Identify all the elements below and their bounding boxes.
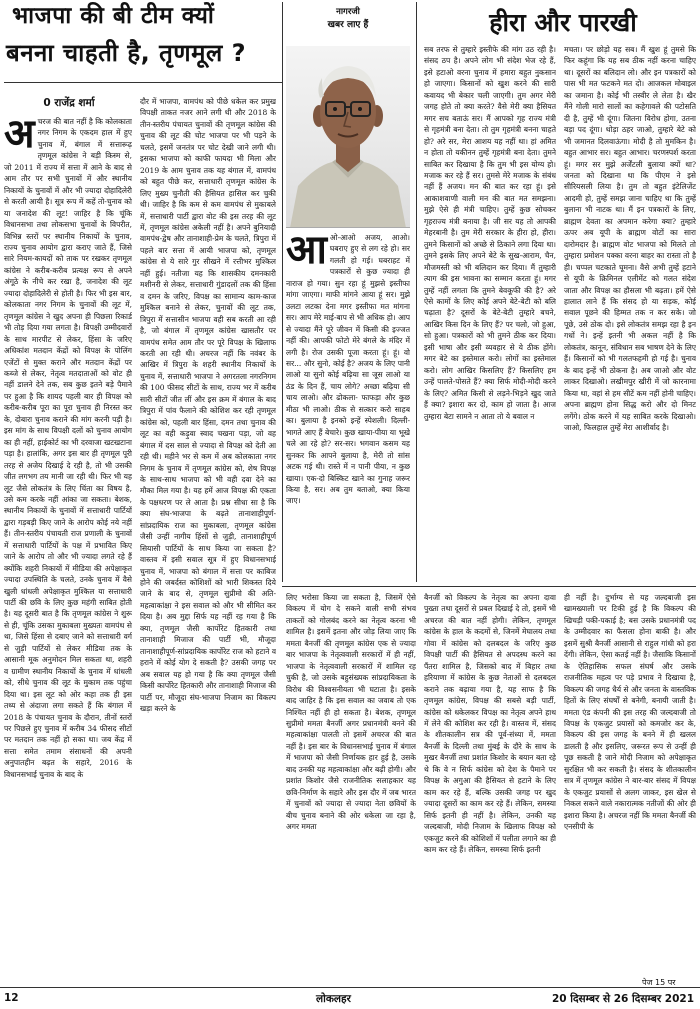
main-headline-line2: बनना चाहती है, तृणमूल ? xyxy=(6,38,247,67)
middle-dropcap: आ xyxy=(286,232,327,273)
author-photo xyxy=(286,46,410,228)
column-rule-2 xyxy=(416,2,417,582)
main-headline xyxy=(6,4,278,67)
issue-date: 20 दिसम्बर से 26 दिसम्बर 2021 xyxy=(551,993,694,1005)
right-article-col2-text: मचता। पर छोड़ो यह सब। मैं खुश हूं तुमसे कि फिर कहूंगा कि यह सब ठीक नहीं करना चाहिए था। दूसरों का बलिदान लो। और इन पत्रकारों को पास भी मत फटकने मत दो। आजकल मोबाइल का जमाना है। कोई भी तस्वीर ले लेता है। खैर मैंने गोली मारो सालों का कहेगावले की पटोसति दी है, तुम्हें भी दूंगा। जितना विरोध होगा, उतना बड़ा पद दूंगा। थोड़ा ठहर जाओ, तुम्हारे बेटे को भी जमानत दिलवाऊंगा। मोदी है तो मुमकिन है। बहुत आभार सर। बहुत आभार। चरणस्पर्श करता हूं। मगर सर मुझे अर्जेंटली बुलाया क्यों था? जनता को दिखाना था कि पीएम ने इसे सीरियसली लिया है। तुम तो बहुत इंटेलिजेंट आदमी हो, तुम्हें समझ जाना चाहिए था कि तुम्हें बुलाना भी नाटक था। मैं इन पत्रकारों के लिए, ब्राह्मण देवता का अपमान करेगा क्या? तुम्हारे ऊपर अब यूपी के ब्राह्मण वोटों का सारा दारोमदार है। ब्राह्मण वोट भाजपा को मिलते तो तुम्हारा प्रमोशन पक्का वरना बाहर का रास्ता तो है ही। चप्पल चटकाते घूमना। वैसे अभी तुम्हें हटाने से यूपी के क्रिमिनल एलीमेंट को गलत संदेश जाता और विपक्ष का हौसला भी बढ़ता। हमें ऐसे हालात लाने हैं कि संसद हो या सड़क, कोई सवाल पूछने की हिम्मत तक न कर सके। जो पूछे, उसे ठोक दो। इसे लोकतंत्र समझ रहा है इन गधों ने। इन्हें इतनी भी अकल नहीं है कि लोकतंत्र, कानून, संविधान सब भाषण देने के लिए हैं। किसानों को भी गलतफहमी हो गई है। चुनाव के बाद इन्हें भी ठोकना है। अब जाओ और वोट लाकर दिखाओ। लखीमपुर खीरी में जो कारनामा किया था, वहां से हम सीटें कम नहीं होनी चाहिए। अपना ब्राह्मण होना सिद्ध करो और दो मिनट लगेंगे। ठोक करने में यह साबित करके दिखाओ। जाओ, फिलहाल तुम्हें मेरा आशीर्वाद है। xyxy=(564,45,696,432)
author-portrait-image xyxy=(286,46,410,228)
bottom-column-2 xyxy=(424,592,556,982)
right-article-col1-text: सब तरफ से तुम्हारे इस्तीफे की मांग उठ रही है। संसद ठप है। अपने लोग भी संदेश भेज रहे हैं, इसे हटाओ वरना चुनाव में हमारा बहुत नुकसान हो जाएगा। किसानों को खुश करने की सारी कवायद भी बेकार चली जाएगी। तुम अगर मेरी जगह होते तो क्या करते? वैसे मेरी क्या हैसियत मगर सच बताऊं सर। मैं आपको गृह राज्य मंत्री से गृहमंत्री बना देता। तो तुम गृहमंत्री बनना चाहते हो? अरे सर, मेरा आशय यह नहीं था। हां अमित न होता तो यकीनन तुम्हें गृहमंत्री बना देता। तुमने साबित कर दिखाया है कि तुम भी इस योग्य हो। मजाक कर रहे हैं सर। तुमसे मेरे मजाक के संबंध नहीं हैं अजय। मन की बात कर रहा हूं। इसे आकाशवाणी वाली मन की बात मत समझना। मुझे ऐसे ही मंत्री चाहिए। तुम्हें कुछ सोचकर गृहराज्य मंत्री बनाया है। जी सर यह तो आपकी मेहरबानी है। तुम मेरी सरकार के हीरा हो, हीरा। तुमने किसानों को अच्छे से ठिकाने लगा दिया था। तुमने इसके लिए अपने बेटे के सुख-आराम, चैन, मौजमस्ती को भी बलिदान कर दिया। मैं तुम्हारी त्याग की इस भावना का सम्मान करता हूं। मगर तुम्हें नहीं लगता कि तुमने बेवकूफी की है? अरे ऐसे कामों के लिए कोई अपने बेटे-बेटी को बलि चढ़ाता है? दूसरों के बेटे-बेटी तुम्हारे बचने, आखिर किस दिन के लिए हैं? पर चलो, जो हुआ, सो हुआ। पत्रकारों को भी तुमने ठीक कर दिया। इसी भाषा और इसी व्यवहार से ये ठीक होंगे। मगर बेटे का इस्तेमाल करो। लोगों का इस्तेमाल करो। लोग आखिर किसलिए हैं? किसलिए हम उन्हें पालते-पोसते हैं? क्या सिर्फ मोदी-मोदी करने के लिए? अमित किसी से लड़ने-भिड़ने खुद जाते हैं क्या? इशारा कर दो, काम हो जाता है। आज तुम्हारा बेटा सामने न आता तो ये बवाल न xyxy=(424,45,556,421)
page-number: 12 xyxy=(4,992,19,1004)
publication-name: लोकलहर xyxy=(316,993,351,1005)
column-rule-1 xyxy=(282,2,283,582)
footer-rule xyxy=(0,987,700,988)
footer xyxy=(0,989,700,1009)
column-kicker: नागरजी xyxy=(336,7,360,17)
main-headline-line1: भाजपा की बी टीम क्यों xyxy=(12,3,215,29)
right-article-column-1 xyxy=(424,44,556,582)
middle-column-text xyxy=(286,232,410,582)
bottom-col3-text: ही नहीं है। दुर्भाग्य से यह जल्दबाजी इस खामख्याली पर टिकी हुई है कि विकल्प की खिचड़ी पकी-पकाई है; बस उसके प्रधानमंत्री पद के उम्मीदवार का फैसला होना बाकी है। और इसमें सुश्री बैनर्जी आसानी से राहुल गांधी को हरा देंगी। लेकिन, ऐसा कतई नहीं है। जैसाकि किसानों के ऐतिहासिक सफल संघर्ष और उसके राजनीतिक महत्व पर पड़े प्रभाव ने दिखाया है, विकल्प की जगह धैर्य से और जनता के वास्तविक हितों के लिए संघर्षों से बनेगी, बनायी जाती है। ममता एंड कंपनी की इस तरह की जल्दबाजी तो विपक्ष के एकजुट प्रयासों को कमजोर कर के, विकल्प की इस जगह के बनने में ही खलल डालती है और इसलिए, जरूरत रूप से उन्हीं ही पूछ सकती है जाने मोदी निजाम को अपेक्षाकृत सुरक्षित भी कर सकती है। संसद के शीतकालीन सत्र में तृणमूल कांग्रेस ने बार-बार संसद में विपक्ष के एकजुट प्रयासों से अलग जाकर, इस खेल से निकल सकने वाले नकारात्मक नतीजों की ओर ही इशारा किया है। अचरज नहीं कि ममता बैनर्जी की एनसीपी के xyxy=(564,593,696,832)
bottom-col1-text: लिए भरोसा किया जा सकता है, जिसमें ऐसे विकल्प में योग दे सकने वाली सभी संभव ताकतों को गोलबंद करने का नेतृत्व करना भी शामिल है। इसमें इतना और जोड़ लिया जाए कि ममता बैनर्जी की तृणमूल कांग्रेस एक से ज्यादा बार भाजपा के नेतृत्ववाली सरकारों में ही नहीं, भाजपा के नेतृत्ववाली सरकारों में शामिल रह चुकी है, जो उसके बहुसंख्यक सांप्रदायिकता के विरोध की विश्वसनीयता भी घटाता है। इसके बाद जाहिर है कि इस सवाल का जवाब तो एक निश्चित नहीं ही हो सकता है। बेशक, तृणमूल सुप्रीमो ममता बैनर्जी अगर प्रधानमंत्री बनने की महत्वाकांक्षा पालती तो इसमें अचरज की बात नहीं है। इस बार के विधानसभाई चुनाव में बंगाल में भाजपा को जैसी निर्णायक हार हुई है, उसके बाद उनकी यह महत्वाकांक्षा और बढ़ी होगी। और प्रशांत किशोर जैसे राजनीतिक सलाहकार यह छवि-निर्माण के सहारे और इस दौर में जब भारत में चुनावों को ज्यादा से ज्यादा नेता छवियों के बीच चुनाव बनाने की ओर धकेला जा रहा है, अगर ममता xyxy=(286,593,416,832)
right-headline: हीरा और पारखी xyxy=(489,8,637,37)
continued-note: पेज 15 पर xyxy=(642,978,676,987)
column-title: खबर लाए हैं xyxy=(327,20,369,30)
main-article-col1-text: चरज की बात नहीं है कि कोलकाता नगर निगम के एकदम हाल में हुए चुनाव में, बंगाल में सत्तारूढ़ तृणमूल कांग्रेस ने बड़ी किस्म से, जो 2011 में राज्य में सत्ता में आने के बाद से आम तौर पर सभी चुनावों में और स्थानीय निकायों के चुनावों में और भी ज्यादा दोहादिलेरी से करती आयी है। सूत्र रूप में कहें तो-चुनाव को या जनादेश की लूट! जाहिर है कि चूंकि विधानसभा तथा लोकसभा चुनावों के विपरीत, विभिन्न स्तरों पर स्थानीय निकायों के चुनाव, राज्य चुनाव आयोग द्वारा कराए जाते हैं, जिसे सारे नियम-कायदों को ताक पर रखकर तृणमूल कांग्रेस ने करीब-करीब प्रत्यक्ष रूप से अपने अंगूठे के नीचे कर रखा है, जनादेश की लूट ज्यादा दोहादिलेरी से होती है। फिर भी इस बार, कोलकाता नगर निगम के चुनावों की लूट में, तृणमूल कांग्रेस ने खुद अपना ही पिछला रिकार्ड भी तोड़ दिया गया लगता है। विपक्षी उम्मीदवारों के साथ मारपीट से लेकर, हिंसा के जरिए अधिकांश मतदान केंद्रों को विपक्ष के पोलिंग एजेंटों से मुक्त कराने और मतदान केंद्रों पर कब्जे से लेकर, नेतृत्व मतदाताओं को वोट ही नहीं डालने देने तक, सब कुछ इतने बड़े पैमाने पर हुआ है कि शायद पहली बार ही विपक्ष को करीब-करीब पूरा का पूरा चुनाव ही निरस्त कर के, दोबारा चुनाव कराने की मांग करनी पड़ी है। इस मांग के साथ विपक्षी दलों को चुनाव आयोग का ही नहीं, हाईकोर्ट का भी दरवाजा खटखटाना पड़ा है। हालांकि, अगर इस बार ही तृणमूल पूरी तरह से अजेय दिखाई दे रही है, तो भी उसकी जीत लगभग तय मानी जा रही थी। फिर भी यह लूट जैसे लोकतंत्र के लिए चिंता का विषय है, उसे कम करके नहीं आंका जा सकता। बेशक, स्थानीय निकायों के चुनावों में सत्ताधारी पार्टियों द्वारा गड़बड़ी किए जाने के आरोप कोई नये नहीं हैं। तीन-स्तरीय पंचायती राज प्रणाली के चुनावों में सत्ताधारी पार्टियों के पक्ष में प्रभावित किए जाने के आरोप तो और भी ज्यादा लगते रहे हैं क्योंकि शहरी निकायों में मीडिया की अपेक्षाकृत ज्यादा उपस्थिति के चलते, उनके चुनाव में वैसे खुली धांधली अपेक्षाकृत मुश्किल या सत्ताधारी पार्टी की छवि के लिए कुछ महंगी साबित होती है। यह दूसरी बात है कि तृणमूल कांग्रेस ने शुरू से ही, चूंकि उसका मुकाबला मुख्यतः वामपंथ से था, जिसे हिंसा से दबाए जाने को सत्ताधारी वर्ग से जुड़ी पार्टियों से लेकर मीडिया तक के आसानी मूक अनुमोदन मिल सकता था, शहरी व ग्रामीण स्थानीय निकायों के चुनाव में धांधली को, सीधे चुनाव की लूट के मुकाम तक पहुंचा दिया था। इस लूट को ओर कहा तक ही इस तथ्य से अंदाजा लगा सकते हैं कि बंगाल में 2018 के पंचायत चुनाव के दौरान, तीनों स्तरों पर पिछले हुए चुनाव में करीब 34 फीसद सीटों पर मतदान तक नहीं हो सका था। जब केंद्र में सत्ता समेत तमाम संसाधनों की अपनी अनुपातहीन बढ़त के सहारे, 2016 के विधानसभाई चुनाव के बाद के xyxy=(4,117,132,779)
headline-rule xyxy=(4,82,282,83)
column-header xyxy=(292,6,404,32)
bottom-column-3 xyxy=(564,592,696,974)
bottom-col2-text: बैनर्जी को विकल्प के नेतृत्व का अपना दावा पुख्ता तथा दूसरों से प्रबल दिखाई दे तो, इसमें भी अचरज की बात नहीं होगी। लेकिन, तृणमूल कांग्रेस के हाल के कदमों से, जिनमें मेघालय तथा गोवा में कांग्रेस को दलबदल के जरिए कुछ विपक्षी पार्टी की हैसियत से अपदस्थ करने का पैंतरा शामिल है, जिसको बाद में बिहार तथा हरियाणा में कांग्रेस के कुछ नेताओं से दलबदल कराने तक बढ़ाया गया है, यह साफ है कि तृणमूल कांग्रेस, विपक्ष की सबसे बड़ी पार्टी, कांग्रेस को धकेलकर विपक्ष का नेतृत्व अपने हाथ में लेने की कोशिश कर रही है। वास्तव में, संसद के शीतकालीन सत्र की पूर्व-संध्या में, ममता बैनर्जी के दिल्ली तथा मुंबई के दौरे के साथ के मुखर बैनर्जी तथा प्रशांत किशोर के बयान बता रहे थे कि वे न सिर्फ कांग्रेस को देश के पैमाने पर विपक्ष के अगुआ की हैसियत से हटाने के लिए काम कर रहे हैं, बल्कि उसकी जगह पर खुद ज्यादा दूसरों का काम कर रहे हैं। लेकिन, समस्या सिर्फ इतनी ही नहीं है। लेकिन, उनकी यह जल्दबाजी, मोदी निजाम के खिलाफ विपक्ष को एकजुट करने की कोशिशों में पलीता लगाने का ही काम कर रहे हैं। लेकिन, समस्या सिर्फ इतनी xyxy=(424,593,556,854)
bottom-column-1 xyxy=(286,592,416,982)
byline: 0 राजेंद्र शर्मा xyxy=(43,97,95,109)
main-article-column-1 xyxy=(4,116,132,982)
right-article-column-2 xyxy=(564,44,696,582)
middle-text: ओ-आओ अजय, आओ। घबराए हुए से लग रहे हो। सर गलती हो गई। घबराहट में पत्रकारों से कुछ ज्यादा ही नाराज हो गया। सुन रहा हूं मुझसे इस्तीफा मांगा जाएगा। माफी मांगने आया हूं सर। मुझे उलटा लटका देना मगर इस्तीफा मत मांगना सर। आप मेरे माई-बाप से भी अधिक हो। आप से ज्यादा मैंने पूरे जीवन में किसी की इज्जत नहीं की। आपकी फोटो मेरे बंगले के मंदिर में लगी है। रोज उसकी पूजा करता हूं। हूं। वो सर... और सुनो, कोई है? अजय के लिए पानी लाओ या सुनो कोई बढ़िया सा जूस लाओ या ठंड के दिन हैं, चाय लोगे? अच्छा बढ़िया सी चाय लाओ। और ढोकला- फाफड़ा और कुछ मीठा भी लाओ। ठीक से सत्कार करो साहब का। बुलाया है इनको इन्हें स्पेशली। दिल्ली-भागते आए हैं बेचारे। कुछ खाया-पीया या भूखे चले आ रहे हो? सर-सर। भगवान कसम यह सुनकर कि आपने बुलाया है, मेरी तो सांस अटक गई थी। रास्ते में न पानी पीया, न कुछ खाया। एक-दो बिस्किट खाने का गुनाह जरूर किया है, सर। अब तुम बताओ, क्या किया जाए। xyxy=(286,233,410,506)
dropcap: अ xyxy=(4,116,35,157)
section-rule xyxy=(282,586,696,587)
main-article-column-2 xyxy=(140,96,276,982)
main-article-col2-text: दौर में भाजपा, वामपंथ को पीछे धकेल कर प्रमुख विपक्षी ताकत नजर आने लगी थी और 2018 के तीन-स्तरीय पंचायत चुनावों की तृणमूल कांग्रेस की चुनाव की लूट की चोट भाजपा पर भी पड़ने के चलते, इसमें जनतंत्र पर चोट देखी जाने लगी थी। इसका भाजपा को काफी फायदा भी मिला और 2019 के आम चुनाव तक यह बंगाल में, वामपंथ को बहुत पीछे कर, सत्ताधारी तृणमूल कांग्रेस के लिए मुख्य चुनौती की हैसियत हासिल कर चुकी थी। जाहिर है कि कम से कम वामपंथ से मुकाबले में, सत्ताधारी पार्टी द्वारा वोट की इस तरह की लूट में, तृणमूल कांग्रेस अकेली नहीं है। अपने बुनियादी वामपंथ-द्वेष और तानाशाही-प्रेम के चलते, त्रिपुरा में पहले बार सत्ता में आयी भाजपा को, तृणमूल कांग्रेस से ये सारे गुर सीखने में रत्तीभर मुश्किल नहीं हुई। नतीजा यह कि शासकीय दमनकारी मशीनरी से लेकर, सत्ताधारी गुंडादलों तक की हिंसा व दमन के जरिए, विपक्ष का सामान्य काम-काज मुश्किल बनाने से लेकर, चुनावों की लूट तक, त्रिपुरा में सत्तासीन भाजपा वही सब करती आ रही है, जो बंगाल में तृणमूल कांग्रेस खासतौर पर वामपंथ समेत आम तौर पर पूरे विपक्ष के खिलाफ करती आ रही थी। अचरज नहीं कि नवंबर के आखिर में त्रिपुरा के शहरी स्थानीय निकायों के चुनाव में, सत्ताधारी भाजपा ने अगरतला नगरनिगम की 100 फीसद सीटों के साथ, राज्य भर में करीब सारी सीटों जीत लीं और इस क्रम में बंगाल के बाद त्रिपुरा में पांव फैलाने की कोशिश कर रही तृणमूल कांग्रेस को, पहली बार हिंसा, दमन तथा चुनाव की लूट का वही कड़ुवा स्वाद चखना पड़ा, जो वह बंगाल में दस साल से ज्यादा से विपक्ष को देती आ रही थी। महीने भर से कम में अब कोलकाता नगर निगम के चुनाव में तृणमूल कांग्रेस को, शेष विपक्ष के साथ-साथ भाजपा को भी वही दवा देने का मौका मिल गया है। यह हमें आज विपक्ष की एकता के पक्षधरण पर ले आता है। प्रश्न सीधा सा है कि क्या संघ-भाजपा के बढ़ते तानाशाहीपूर्ण-सांप्रदायिक राज का मुकाबला, तृणमूल कांग्रेस जैसी उन्हीं नागीय हिंसों से जुड़ी, तानाशाहीपूर्ण सियासी पार्टियों के साथ किया जा सकता है? वास्तव में इसी सवाल सूत्र में हुए विधानसभाई चुनाव में, भाजपा को बंगाल में सत्ता पर काबिज होने की जबर्दस्त कोशिशों को भारी शिकस्त दिये जाने के बाद से, तृणमूल सुप्रीमो की अति-महत्वाकांक्षा ने इस सवाल को और भी सीमित कर दिया है। अब मुद्दा सिर्फ यह नहीं रह गया है कि क्या, तृणमूल जैसी कार्पोरेट हितकारी तथा तानाशाही मिजाज की पार्टी भी, मौजूदा तानाशाहीपूर्ण-सांप्रदायिक कार्पोरेट राज को हटाने व हराने में कोई योग दे सकती है? उसकी जगह पर अब सवाल यह हो गया है कि क्या तृणमूल जैसी किसी कार्पोरेट हितकारी और तानाशाही मिजाज की पार्टी पर, मौजूदा संघ-भाजपा निजाम का विकल्प खड़ा करने के xyxy=(140,97,276,714)
